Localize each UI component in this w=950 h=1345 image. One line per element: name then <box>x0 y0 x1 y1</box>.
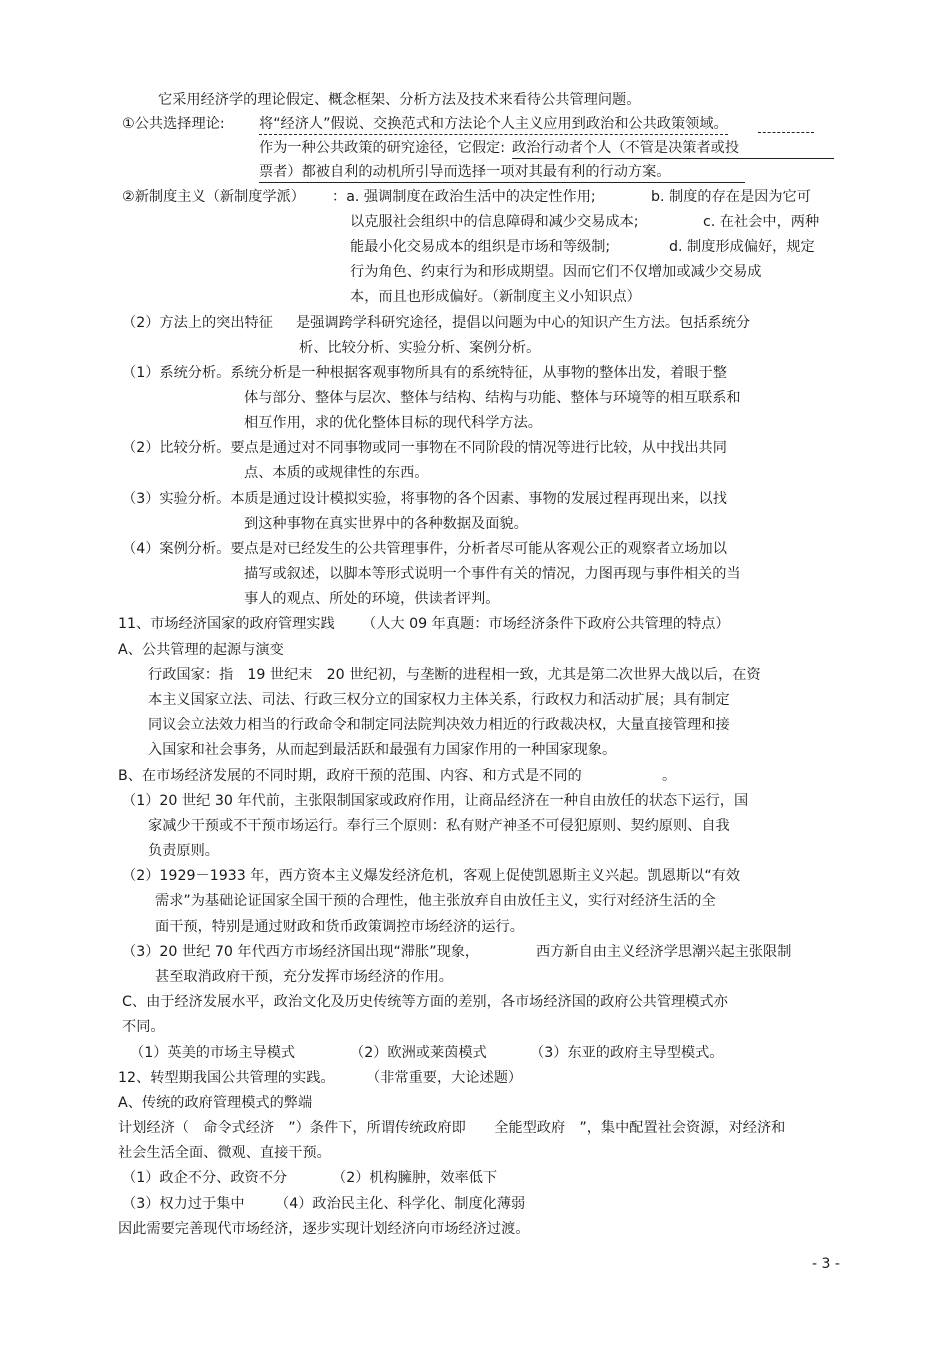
list-item: （3）权力过于集中 <box>122 1196 245 1212</box>
text-line: ①公共选择理论: <box>122 116 225 132</box>
text-line: 因此需要完善现代市场经济，逐步实现计划经济向市场经济过渡。 <box>118 1221 530 1237</box>
subsection-heading: C、由于经济发展水平，政治文化及历史传统等方面的差别，各市场经济国的政府公共管理模式亦 <box>122 994 728 1010</box>
subsection-heading: A、传统的政府管理模式的弊端 <box>118 1095 313 1111</box>
subsection-heading: B、在市场经济发展的不同时期，政府干预的范围、内容、和方式是不同的 <box>118 768 582 784</box>
text-line: 西方新自由主义经济学思潮兴起主张限制 <box>536 944 792 960</box>
text-line: （4）案例分析。要点是对已经发生的公共管理事件，分析者尽可能从客观公正的观察者立场加以 <box>122 541 727 557</box>
text-line: 它采用经济学的理论假定、概念框架、分析方法及技术来看待公共管理问题。 <box>158 92 641 108</box>
text-line: 作为一种公共政策的研究途径，它假定: <box>259 140 505 156</box>
text-line: 析、比较分析、实验分析、案例分析。 <box>299 340 541 356</box>
subsection-heading: A、公共管理的起源与演变 <box>118 642 284 658</box>
text-line: （3）实验分析。本质是通过设计模拟实验，将事物的各个因素、事物的发展过程再现出来，以找 <box>122 491 727 507</box>
text-line: d. 制度形成偏好，规定 <box>669 239 815 255</box>
text-line: 。 <box>662 768 677 784</box>
text-line: （2）1929－1933 年，西方资本主义爆发经济危机，客观上促使凯恩斯主义兴起。凯恩斯以“有效 <box>122 868 741 884</box>
text-line: 本，而且也形成偏好。（新制度主义小知识点） <box>350 289 641 305</box>
text-line: （1）系统分析。系统分析是一种根据客观事物所具有的系统特征，从事物的整体出发，着眼于整 <box>122 365 727 381</box>
text-line-underlined: 政治行动者个人（不管是决策者或投 <box>512 138 834 159</box>
list-item: （1）英美的市场主导模式 <box>130 1045 296 1061</box>
text-line: 相互作用，求的优化整体目标的现代科学方法。 <box>244 415 542 431</box>
text-line: （人大 09 年真题：市场经济条件下政府公共管理的特点） <box>362 616 730 632</box>
text-line: ：a. 强调制度在政治生活中的决定性作用; <box>332 189 596 205</box>
text-line-underlined: 票者）都被自利的动机所引导而选择一项对其最有利的行动方案。 <box>259 162 745 183</box>
text-line: 社会生活全面、微观、直接干预。 <box>118 1145 331 1161</box>
text-line: 甚至取消政府干预，充分发挥市场经济的作用。 <box>155 969 453 985</box>
text-line: 行政国家：指 19 世纪末 20 世纪初，与垄断的进程相一致，尤其是第二次世界大战以后，在资 <box>148 667 761 683</box>
text-line: ②新制度主义（新制度学派） <box>122 189 305 205</box>
text-line: 入国家和社会事务，从而起到最活跃和最强有力国家作用的一种国家现象。 <box>148 742 617 758</box>
text-line: （2）方法上的突出特征 <box>122 315 273 331</box>
text-line: 面干预，特别是通过财政和货币政策调控市场经济的运行。 <box>155 919 524 935</box>
text-line: b. 制度的存在是因为它可 <box>651 189 811 205</box>
list-item: （3）东亚的政府主导型模式。 <box>530 1045 724 1061</box>
text-line: （3）20 世纪 70 年代西方市场经济国出现“滞胀”现象， <box>122 944 480 960</box>
text-line: 同议会立法效力相当的行政命令和制定同法院判决效力相近的行政裁决权，大量直接管理和接 <box>148 717 730 733</box>
list-item: （4）政治民主化、科学化、制度化薄弱 <box>275 1196 526 1212</box>
text-line: 事人的观点、所处的环境，供读者评判。 <box>244 591 500 607</box>
text-line: 描写或叙述，以脚本等形式说明一个事件有关的情况，力图再现与事件相关的当 <box>244 566 741 582</box>
text-line: 需求”为基础论证国家全国干预的合理性，他主张放弃自由放任主义，实行对经济生活的全 <box>155 893 716 909</box>
list-item: （2）机构臃肿，效率低下 <box>332 1170 498 1186</box>
text-line: 本主义国家立法、司法、行政三权分立的国家权力主体关系，行政权力和活动扩展；具有制定 <box>148 692 730 708</box>
section-heading: 11、市场经济国家的政府管理实践 <box>118 616 335 632</box>
text-line: 行为角色、约束行为和形成期望。因而它们不仅增加或减少交易成 <box>350 264 762 280</box>
page-number: - 3 - <box>812 1256 840 1272</box>
text-line: 体与部分、整体与层次、整体与结构、结构与功能、整体与环境等的相互联系和 <box>244 390 741 406</box>
list-item: （1）政企不分、政资不分 <box>122 1170 288 1186</box>
text-line: （1）20 世纪 30 年代前，主张限制国家或政府作用，让商品经济在一种自由放任的状态下运行，国 <box>122 793 749 809</box>
text-line: 计划经济（ 命令式经济 ”）条件下，所谓传统政府即 全能型政府 ”，集中配置社会资源，对经济和 <box>118 1120 786 1136</box>
text-line: 是强调跨学科研究途径，提倡以问题为中心的知识产生方法。包括系统分 <box>296 315 751 331</box>
text-line: 不同。 <box>122 1019 165 1035</box>
underline-mark <box>758 132 814 133</box>
text-line: （非常重要，大论述题） <box>366 1070 523 1086</box>
text-line: 家减少干预或不干预市场运行。奉行三个原则：私有财产神圣不可侵犯原则、契约原则、自我 <box>148 818 730 834</box>
text-line: 负责原则。 <box>148 843 219 859</box>
text-line: 到这种事物在真实世界中的各种数据及面貌。 <box>244 516 528 532</box>
text-line: 点、本质的或规律性的东西。 <box>244 465 429 481</box>
list-item: （2）欧洲或莱茵模式 <box>350 1045 487 1061</box>
text-line-underlined: 将“经济人”假说、交换范式和方法论个人主义应用到政治和公共政策领域。 <box>259 114 728 135</box>
text-line: 能最小化交易成本的组织是市场和等级制; <box>350 239 611 255</box>
section-heading: 12、转型期我国公共管理的实践。 <box>118 1070 335 1086</box>
text-line: （2）比较分析。要点是通过对不同事物或同一事物在不同阶段的情况等进行比较，从中找出共同 <box>122 440 727 456</box>
text-line: c. 在社会中，两种 <box>703 214 820 230</box>
text-line: 以克服社会组织中的信息障碍和减少交易成本; <box>350 214 639 230</box>
